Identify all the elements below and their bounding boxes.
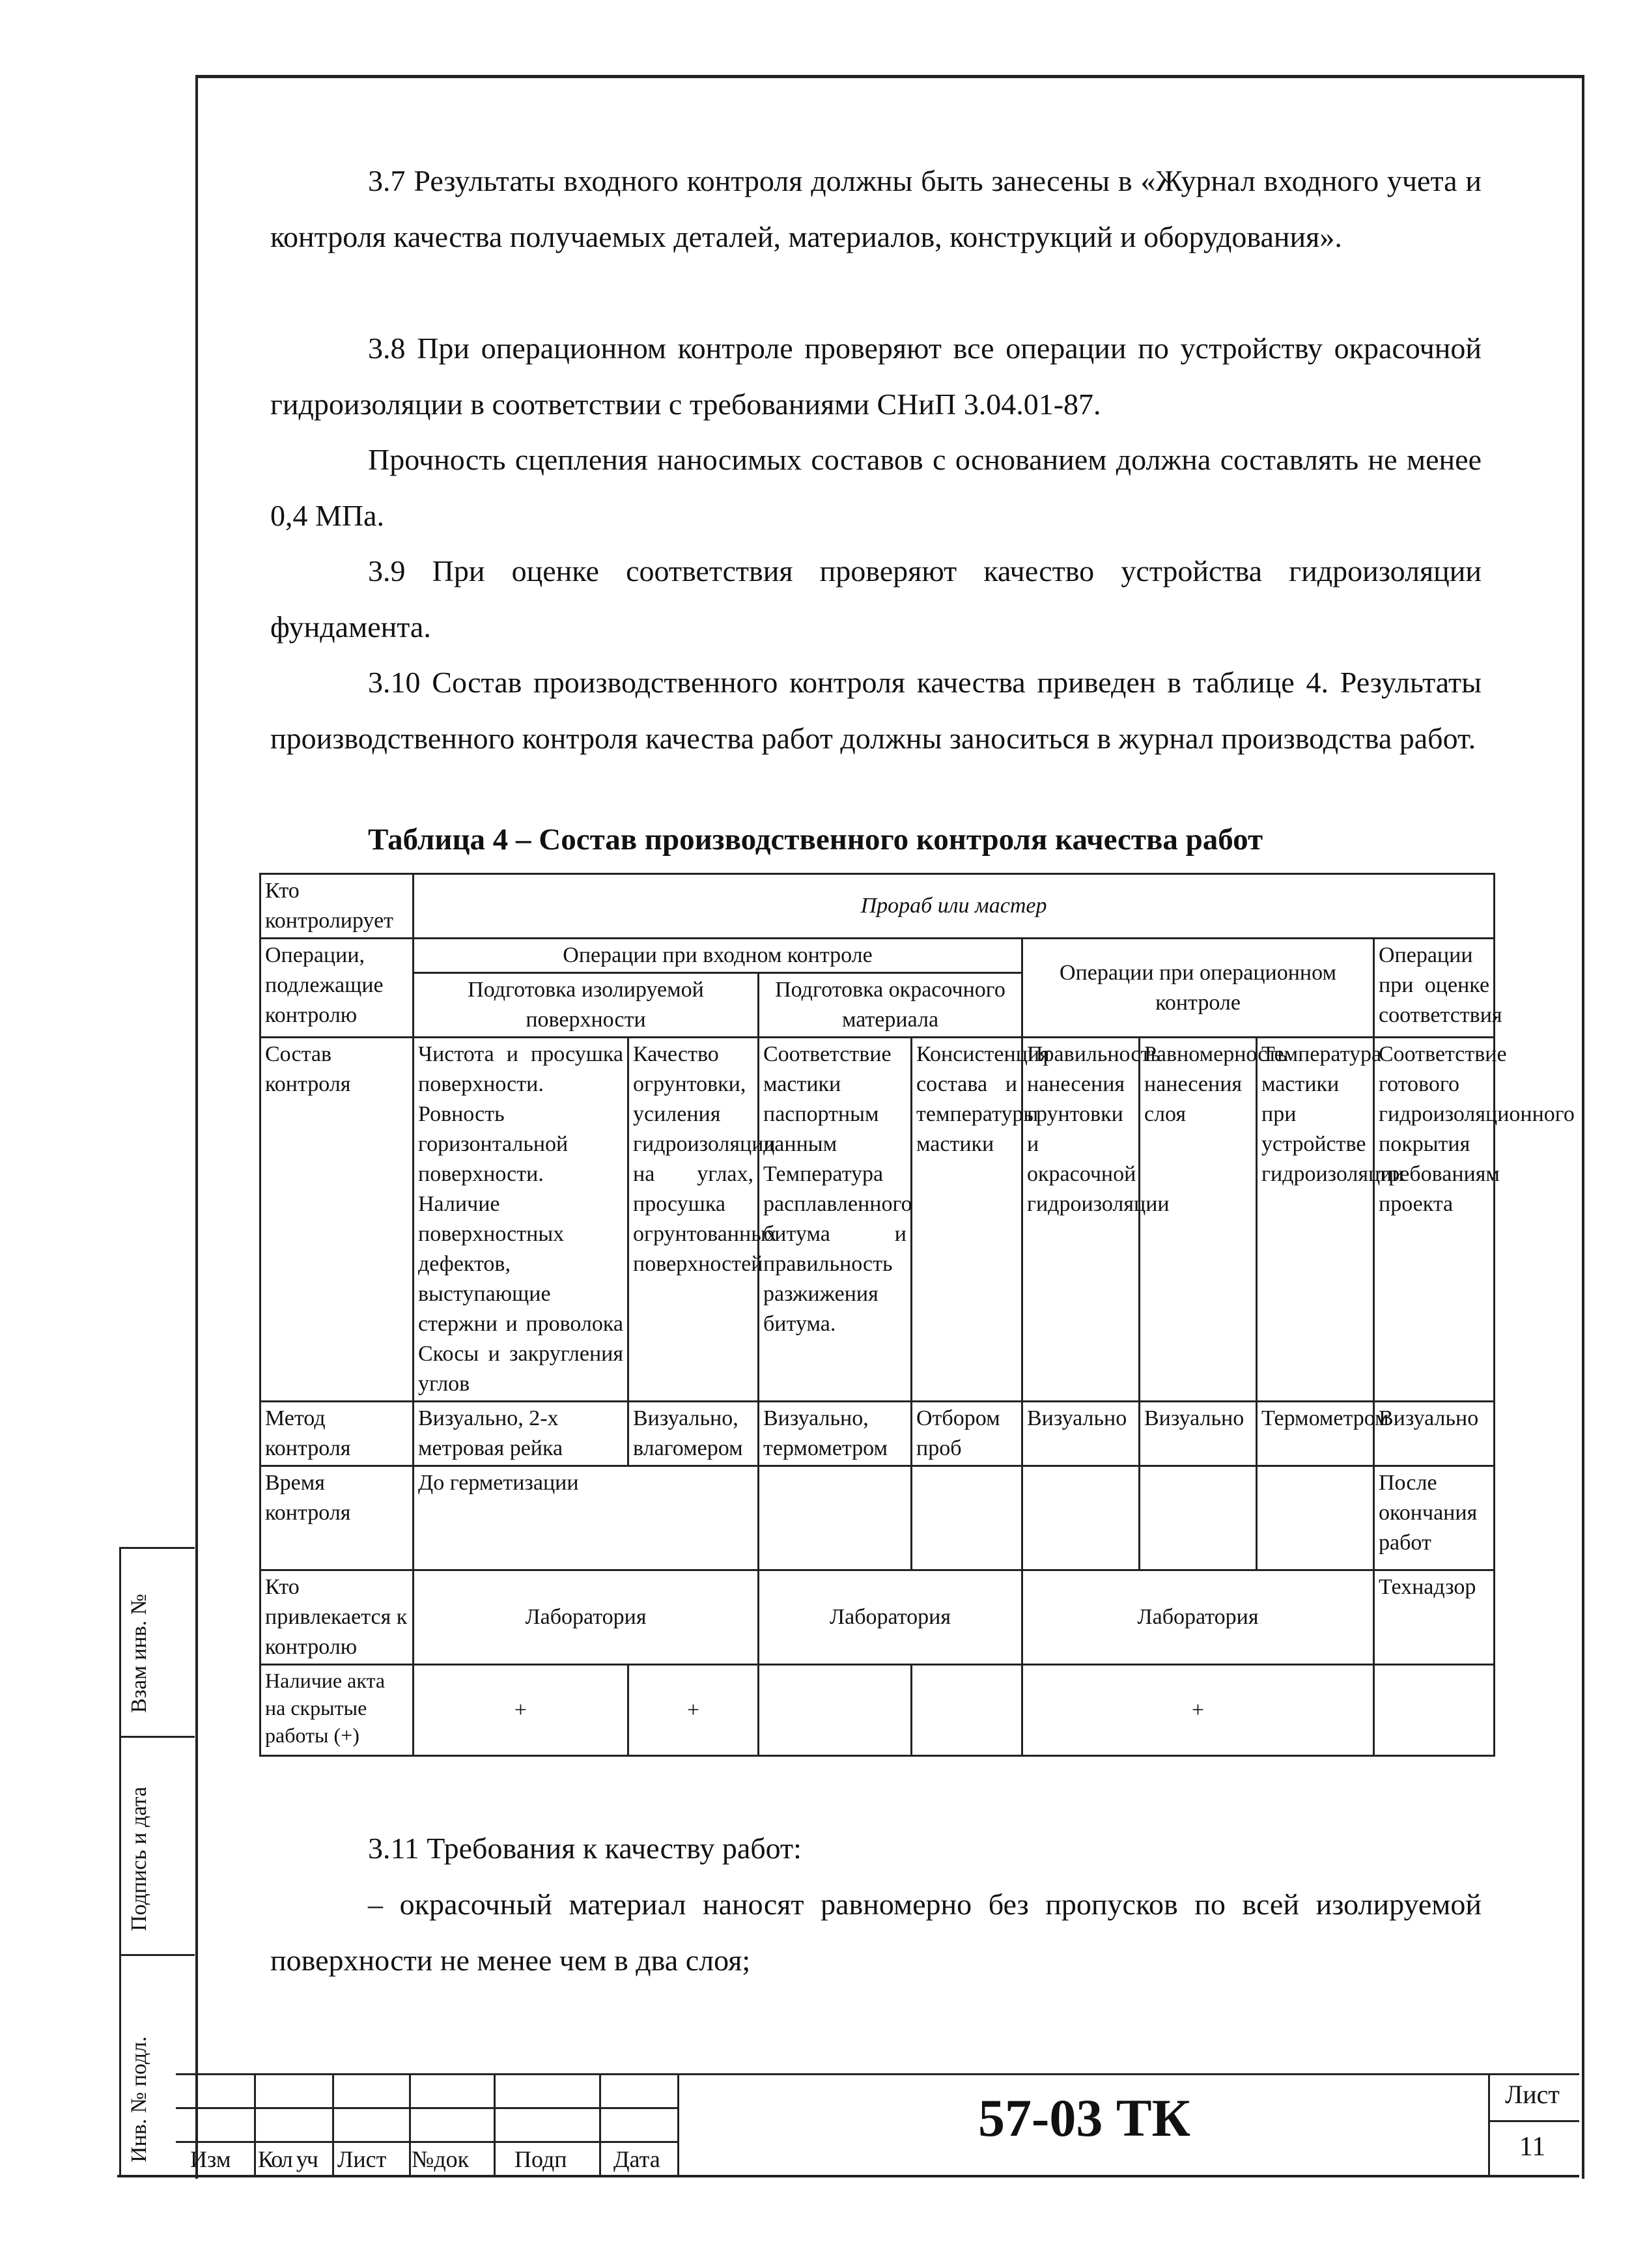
quality-control-table	[259, 873, 1575, 1757]
tb-izm: Изм	[190, 2146, 231, 2172]
composition-cell: Консистенция состава и температуры мастики	[912, 1038, 1022, 1402]
method-cell: Визуально	[1022, 1402, 1140, 1466]
composition-cell: Правильность нанесения грунтовки и окрасочной гидроизоляции	[1022, 1038, 1140, 1402]
method-cell: Отбором проб	[912, 1402, 1022, 1466]
who-controls-label: Кто контролирует	[260, 874, 414, 939]
side-inv-orig: Инв. № подл.	[127, 2036, 151, 2162]
who-controls-value: Прораб или мастер	[414, 874, 1495, 939]
involved-lab-2: Лаборатория	[759, 1570, 1022, 1665]
method-cell: Визуально, термометром	[759, 1402, 912, 1466]
paragraph-3-11: 3.11 Требования к качеству работ:	[368, 1832, 802, 1865]
tb-list: Лист	[337, 2146, 387, 2172]
time-label: Время контроля	[260, 1466, 414, 1570]
act-label: Наличие акта на скрытые работы (+)	[260, 1665, 414, 1756]
method-cell: Визуально	[1140, 1402, 1257, 1466]
composition-cell: Соответствие готового гидроизоляционного покрытия требованиям проекта	[1374, 1038, 1495, 1402]
composition-cell: Соответствие мастики паспортным данным Температура расплавленного битума и правильность разжижения битума.	[759, 1038, 912, 1402]
empty-cell	[759, 1665, 912, 1756]
composition-label: Состав контроля	[260, 1038, 414, 1402]
composition-cell: Равномерность нанесения слоя	[1140, 1038, 1257, 1402]
empty-cell	[912, 1665, 1022, 1756]
prep-surface-header: Подготовка изолируемой поверхности	[414, 973, 759, 1038]
side-stamp-divider	[119, 1736, 195, 1738]
paragraph-3-7: 3.7 Результаты входного контроля должны быть занесены в «Журнал входного учета и контроля качества получаемых деталей, материалов, конструкций и оборудования».	[270, 164, 1482, 253]
involved-lab-1: Лаборатория	[414, 1570, 759, 1665]
composition-cell: Температура мастики при устройстве гидроизоляции	[1257, 1038, 1374, 1402]
time-after: После окончания работ	[1374, 1466, 1495, 1570]
method-label: Метод контроля	[260, 1402, 414, 1466]
row-act	[260, 1665, 1495, 1756]
row-who-controls	[260, 874, 1495, 939]
act-mark-3: +	[1022, 1665, 1374, 1756]
paragraph-3-8: 3.8 При операционном контроле проверяют все операции по устройству окрасочной гидроизоляции в соответствии с требованиями СНиП 3.04.01-87.	[270, 332, 1482, 421]
side-stamp-divider	[119, 1954, 195, 1956]
document-code: 57-03 ТК	[978, 2088, 1190, 2148]
tb-kol-uch: Кол уч	[258, 2146, 317, 2172]
act-mark-2: +	[628, 1665, 759, 1756]
paragraph-3-8-strength: Прочность сцепления наносимых составов с основанием должна составлять не менее 0,4 МПа.	[270, 443, 1482, 532]
side-inv-no: Взам инв. №	[127, 1593, 151, 1713]
paragraph-3-10: 3.10 Состав производственного контроля качества приведен в таблице 4. Результаты производственного контроля качества работ должны заноситься в журнал производства работ.	[270, 666, 1482, 755]
ops-input-header: Операции при входном контроле	[414, 939, 1022, 973]
row-involved	[260, 1570, 1495, 1665]
tb-ndok: №док	[412, 2146, 470, 2172]
frame-bottom-line	[117, 2175, 1579, 2177]
involved-label: Кто привлекается к контролю	[260, 1570, 414, 1665]
row-method	[260, 1402, 1495, 1466]
sheet-number: 11	[1519, 2132, 1546, 2162]
side-sign-date: Подпись и дата	[127, 1787, 151, 1931]
method-cell: Визуально, 2-х метровая рейка	[414, 1402, 628, 1466]
empty-cell	[912, 1466, 1022, 1570]
row-composition	[260, 1038, 1495, 1402]
table-caption: Таблица 4 – Состав производственного контроля качества работ	[368, 823, 1263, 857]
prep-paint-header: Подготовка окрасочного материала	[759, 973, 1022, 1038]
act-mark-1: +	[414, 1665, 628, 1756]
tb-podp: Подп	[514, 2146, 567, 2172]
empty-cell	[759, 1466, 912, 1570]
sheet-label: Лист	[1505, 2080, 1560, 2109]
empty-cell	[1374, 1665, 1495, 1756]
composition-cell: Чистота и просушка поверхности. Ровность горизонтальной поверхности. Наличие поверхностных дефектов, выступающие стержни и проволока Скосы и закругления углов	[414, 1038, 628, 1402]
row-operations-header	[260, 939, 1495, 973]
empty-cell	[1257, 1466, 1374, 1570]
composition-cell: Качество огрунтовки, усиления гидроизоляции на углах, просушка огрунтованных поверхностей	[628, 1038, 759, 1402]
ops-operational-header: Операции при операционном контроле	[1022, 939, 1374, 1038]
method-cell: Термометром	[1257, 1402, 1374, 1466]
side-stamp-divider	[119, 1547, 195, 1549]
empty-cell	[1022, 1466, 1140, 1570]
tb-data: Дата	[613, 2146, 660, 2172]
time-before: До герметизации	[414, 1466, 759, 1570]
involved-lab-3: Лаборатория	[1022, 1570, 1374, 1665]
paragraph-3-9: 3.9 При оценке соответствия проверяют качество устройства гидроизоляции фундамента.	[270, 554, 1482, 644]
ops-label: Операции, подлежащие контролю	[260, 939, 414, 1038]
empty-cell	[1140, 1466, 1257, 1570]
method-cell: Визуально	[1374, 1402, 1495, 1466]
method-cell: Визуально, влагомером	[628, 1402, 759, 1466]
paragraph-3-11-item: – окрасочный материал наносят равномерно без пропусков по всей изолируемой поверхности не менее чем в два слоя;	[270, 1888, 1482, 1977]
row-time	[260, 1466, 1495, 1570]
involved-supervision: Технадзор	[1374, 1570, 1495, 1665]
ops-assessment-header: Операции при оценке соответствия	[1374, 939, 1495, 1038]
